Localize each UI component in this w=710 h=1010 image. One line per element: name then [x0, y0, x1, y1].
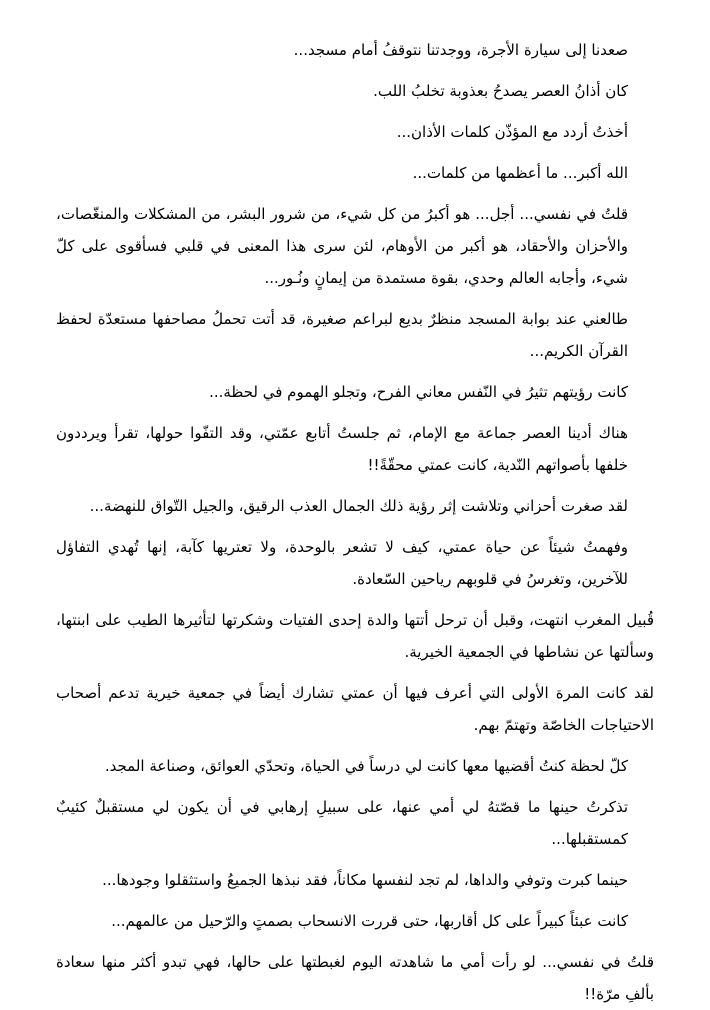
paragraph: أخذتُ أردد مع المؤذّن كلمات الأذان... — [396, 123, 628, 141]
paragraph: لقد صغرت أحزاني وتلاشت إثر رؤية ذلك الجمال العذب الرقيق، والجيل التّواق للنهضة... — [89, 497, 628, 515]
paragraph: لقد كانت المرة الأولى التي أعرف فيها أن عمتي تشارك أيضاً في جمعية خيرية تدعم أصحاب الاحتياجات الخاصّة وتهتمّ بهم. — [56, 684, 654, 734]
paragraph: كانت رؤيتهم تثيرُ في النّفس معاني الفرح، وتجلو الهموم في لحظة... — [209, 383, 628, 401]
paragraph: هناك أدينا العصر جماعة مع الإمام، ثم جلستُ أتابع عمّتي، وقد التفّوا حولها، تقرأ ويرددون خلفها بأصواتهم النّدية، كانت عمتي محقّةً!! — [56, 424, 628, 474]
paragraph: قلتُ في نفسي... لو رأت أمي ما شاهدته اليوم لغبطتها على حالها، فهي تبدو أكثر منها سعادة بألفِ مرّة!! — [56, 953, 654, 1003]
paragraph: تذكرتُ حينها ما قصّتهُ لي أمي عنها، على سبيلِ إرهابي في أن يكون لي مستقبلٌ كئيبٌ كمستقبلها... — [56, 798, 628, 848]
paragraph: الله أكبر... ما أعظمها من كلمات... — [412, 164, 628, 182]
paragraph: صعدنا إلى سيارة الأجرة، ووجدتنا نتوقفُ أمام مسجد... — [293, 41, 628, 59]
paragraph: كان أذانُ العصر يصدحُ بعذوبة تخلبُ اللب. — [373, 82, 628, 100]
paragraph: طالعني عند بوابة المسجد منظرٌ بديع لبراعم صغيرة، قد أتت تحملُ مصاحفها مستعدّة لحفظ القرآن الكريم... — [56, 310, 628, 360]
paragraph: حينما كبرت وتوفي والداها، لم تجد لنفسها مكاناً، فقد نبذها الجميعُ واستثقلوا وجودها... — [102, 871, 628, 889]
paragraph: وفهمتُ شيئاً عن حياة عمتي، كيف لا تشعر بالوحدة، ولا تعتريها كآبة، إنها تُهدي التفاؤل للآخرين، وتغرسُ في قلوبهم رياحين السّعادة. — [56, 538, 628, 588]
paragraph: قُبيل المغرب انتهت، وقبل أن ترحل أتتها والدة إحدى الفتيات وشكرتها لتأثيرها الطيب على ابنتها، وسألتها عن نشاطها في الجمعية الخيرية. — [56, 611, 654, 661]
paragraph: كلّ لحظة كنتُ أقضيها معها كانت لي درساً في الحياة، وتحدّي العوائق، وصناعة المجد. — [104, 757, 628, 775]
paragraph: كانت عبئاً كبيراً على كل أقاربها، حتى قررت الانسحاب بصمتٍ والرّحيل من عالمهم... — [111, 912, 628, 930]
paragraph: قلتُ في نفسي... أجل... هو أكبرُ من كل شيء، من شرور البشر، من المشكلات والمنغّصات، والأحزان والأحقاد، هو أكبر من الأوهام، لئن سرى هذا المعنى في قلبي فسأقوى على كلّ شيء، وأجابه العالم وحدي، بقوة مستمدة من إيمانٍ ونُـور... — [56, 205, 628, 287]
